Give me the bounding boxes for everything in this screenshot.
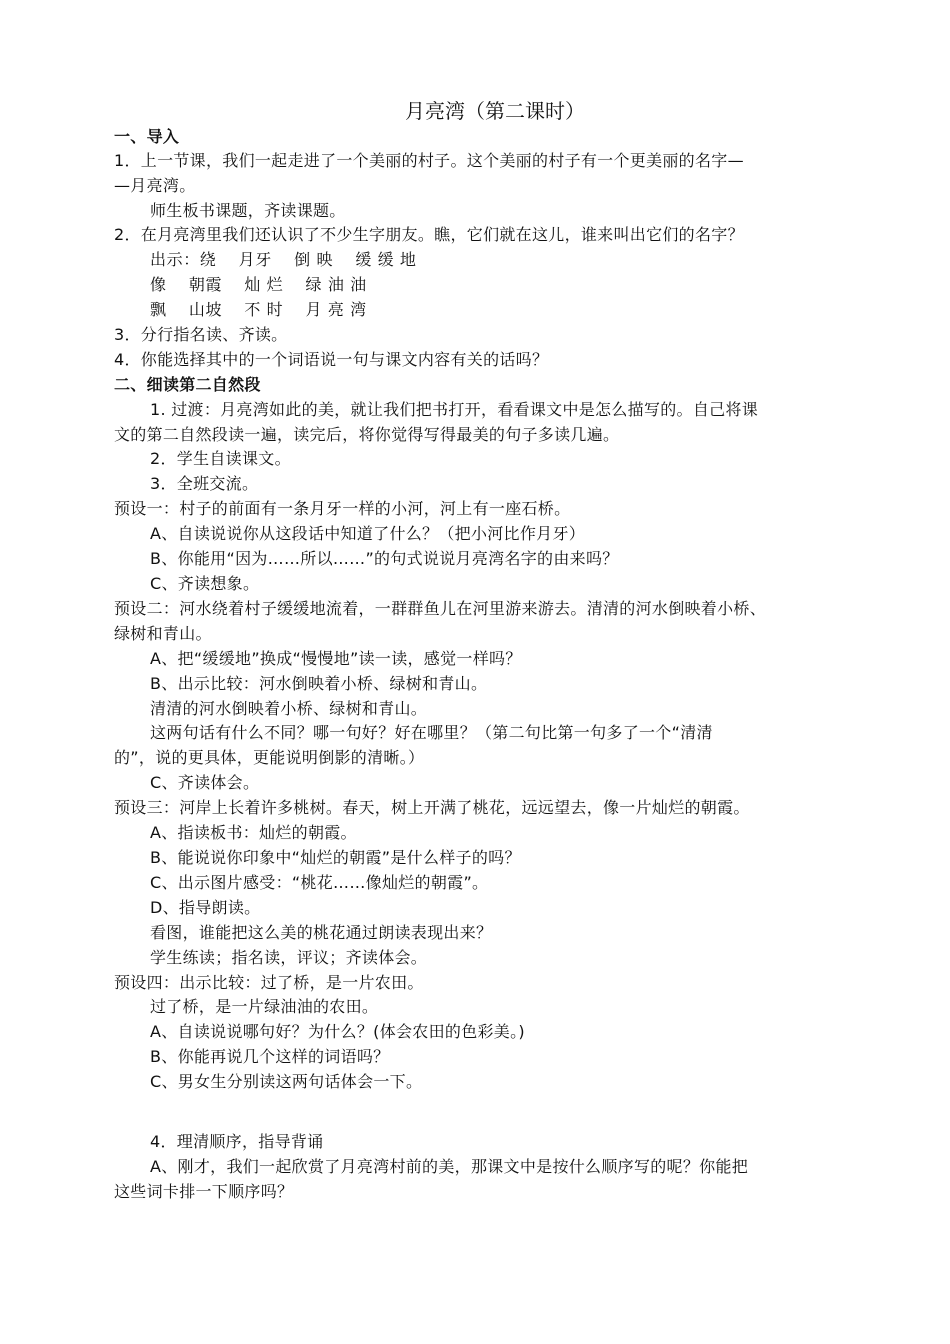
text-line: 的”，说的更具体，更能说明倒影的清晰。） [114, 748, 425, 767]
section-heading-intro: 一、导入 [114, 127, 180, 146]
text-line: 预设四：出示比较：过了桥，是一片农田。 [114, 973, 424, 992]
text-line: 1．上一节课，我们一起走进了一个美丽的村子。这个美丽的村子有一个更美丽的名字— [114, 151, 744, 170]
vocab-row: 像 朝霞 灿 烂 绿 油 油 [150, 275, 367, 294]
text-line: 2．学生自读课文。 [150, 449, 291, 468]
text-line: 3．全班交流。 [150, 474, 259, 493]
section-heading-reading: 二、细读第二自然段 [114, 375, 261, 394]
text-line: 1. 过渡：月亮湾如此的美，就让我们把书打开，看看课文中是怎么描写的。自己将课 [150, 400, 759, 419]
text-line: C、男女生分别读这两句话体会一下。 [150, 1072, 423, 1091]
vocab-row: 出示：绕 月牙 倒 映 缓 缓 地 [150, 250, 417, 269]
text-line: 3．分行指名读、齐读。 [114, 325, 288, 344]
text-line: B、出示比较：河水倒映着小桥、绿树和青山。 [150, 674, 488, 693]
text-line: 预设二：河水绕着村子缓缓地流着，一群群鱼儿在河里游来游去。清清的河水倒映着小桥、 [114, 599, 767, 618]
text-line: A、刚才，我们一起欣赏了月亮湾村前的美，那课文中是按什么顺序写的呢？你能把 [150, 1157, 749, 1176]
text-line: —月亮湾。 [114, 176, 196, 195]
text-line: 这两句话有什么不同？哪一句好？好在哪里？（第二句比第一句多了一个“清清 [150, 723, 713, 742]
text-line: 4．理清顺序，指导背诵 [150, 1132, 324, 1151]
text-line: 预设一：村子的前面有一条月牙一样的小河，河上有一座石桥。 [114, 499, 571, 518]
text-line: B、能说说你印象中“灿烂的朝霞”是什么样子的吗？ [150, 848, 521, 867]
text-line: A、指读板书：灿烂的朝霞。 [150, 823, 357, 842]
text-line: C、齐读体会。 [150, 773, 260, 792]
text-line: B、你能用“因为……所以……”的句式说说月亮湾名字的由来吗？ [150, 549, 619, 568]
text-line: 文的第二自然段读一遍，读完后，将你觉得写得最美的句子多读几遍。 [114, 425, 620, 444]
document-title: 月亮湾（第二课时） [405, 99, 585, 123]
text-line: C、齐读想象。 [150, 574, 260, 593]
text-line: 过了桥，是一片绿油油的农田。 [150, 997, 379, 1016]
text-line: D、指导朗读。 [150, 898, 261, 917]
text-line: A、自读说说你从这段话中知道了什么？（把小河比作月牙） [150, 524, 586, 543]
text-line: A、自读说说哪句好？为什么？(体会农田的色彩美。) [150, 1022, 525, 1041]
text-line: 清清的河水倒映着小桥、绿树和青山。 [150, 699, 428, 718]
text-line: C、出示图片感受：“桃花……像灿烂的朝霞”。 [150, 873, 489, 892]
text-line: 看图，谁能把这么美的桃花通过朗读表现出来？ [150, 923, 493, 942]
text-line: 预设三：河岸上长着许多桃树。春天，树上开满了桃花，远远望去，像一片灿烂的朝霞。 [114, 798, 750, 817]
text-line: 师生板书课题，齐读课题。 [150, 201, 346, 220]
text-line: 这些词卡排一下顺序吗？ [114, 1182, 294, 1201]
text-line: 绿树和青山。 [114, 624, 212, 643]
text-line: 学生练读；指名读，评议；齐读体会。 [150, 948, 428, 967]
text-line: 4．你能选择其中的一个词语说一句与课文内容有关的话吗？ [114, 350, 549, 369]
vocab-row: 飘 山坡 不 时 月 亮 湾 [150, 300, 367, 319]
text-line: 2．在月亮湾里我们还认识了不少生字朋友。瞧，它们就在这儿，谁来叫出它们的名字？ [114, 225, 744, 244]
text-line: A、把“缓缓地”换成“慢慢地”读一读，感觉一样吗？ [150, 649, 522, 668]
text-line: B、你能再说几个这样的词语吗？ [150, 1047, 390, 1066]
